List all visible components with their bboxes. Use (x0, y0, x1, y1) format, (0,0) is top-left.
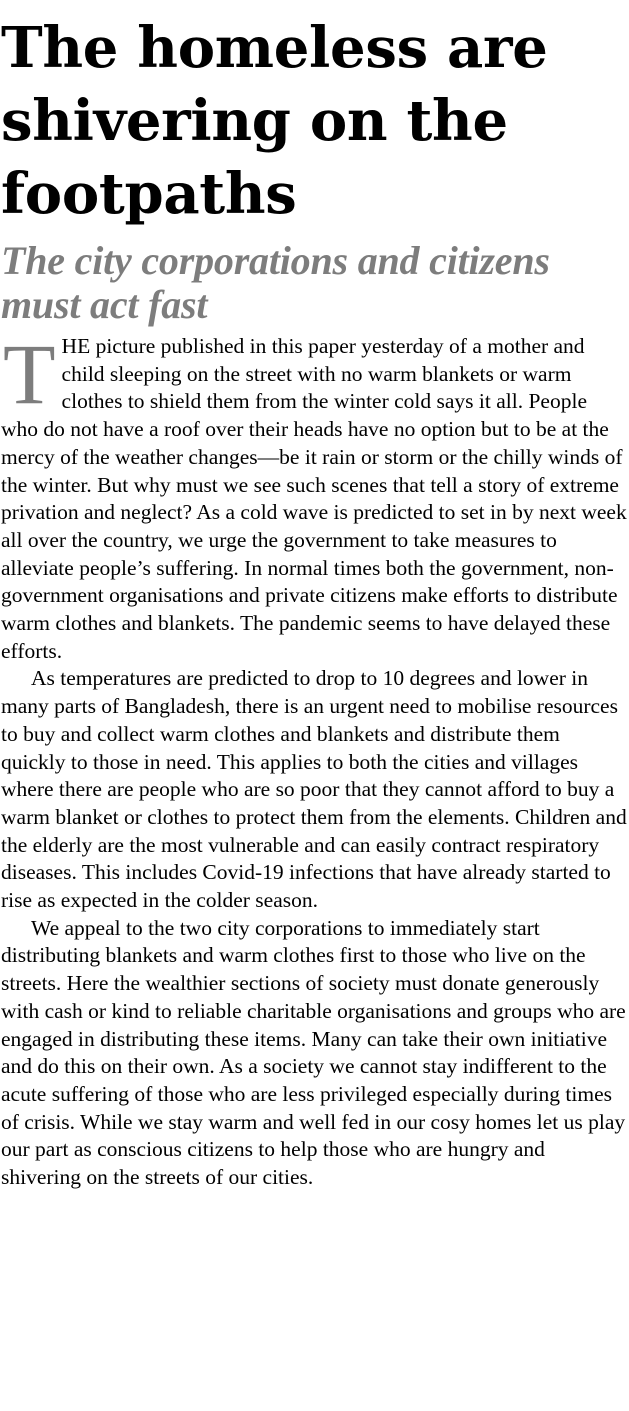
article-headline: The homeless are shivering on the footpaths (1, 15, 548, 227)
article-subhead: The city corporations and citizens must act fast (1, 238, 550, 327)
article-body (0, 327, 629, 1192)
paragraph-1-text: HE picture published in this paper yesterday of a mother and child sleeping on the street with no warm blankets or warm clothes to shield them from the winter cold says it all. People who do not have a roof over their heads have no option but to be at the mercy of the weather changes—be it rain or storm or the chilly winds of the winter. But why must we see such scenes that tell a story of extreme privation and neglect? As a cold wave is predicted to set in by next week all over the country, we urge the government to take measures to alleviate people’s suffering. In normal times both the government, non-government organisations and private citizens make efforts to distribute warm clothes and blankets. The pandemic seems to have delayed these efforts. (1, 334, 627, 663)
article-paragraph-2: As temperatures are predicted to drop to 10 degrees and lower in many parts of Bangladesh, there is an urgent need to mobilise resources to buy and collect warm clothes and blankets and distribute them quickly to those in need. This applies to both the cities and villages where there are people who are so poor that they cannot afford to buy a warm blanket or clothes to protect them from the elements. Children and the elderly are the most vulnerable and can easily contract respiratory diseases. This includes Covid-19 infections that have already started to rise as expected in the colder season. (1, 666, 627, 913)
article-paragraph-3: We appeal to the two city corporations to immediately start distributing blankets and warm clothes first to those who live on the streets. Here the wealthier sections of society must donate generously with cash or kind to reliable charitable organisations and groups who are engaged in distributing these items. Many can take their own initiative and do this on their own. As a society we cannot stay indifferent to the acute suffering of those who are less privileged especially during times of crisis. While we stay warm and well fed in our cosy homes let us play our part as conscious citizens to help those who are hungry and shivering on the streets of our cities. (1, 915, 626, 1190)
article-paragraph-1 (1, 326, 629, 665)
drop-cap: T (3, 326, 56, 422)
